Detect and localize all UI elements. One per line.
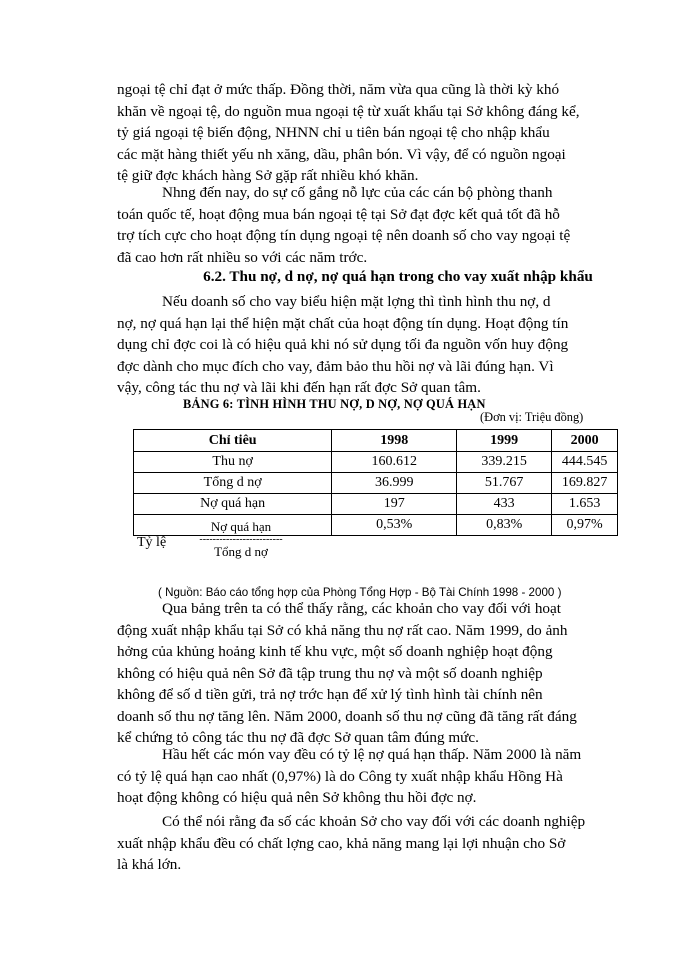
- text-line: Nhng đến nay, do sự cố gắng nỗ lực của các cán bộ phòng thanh: [162, 184, 553, 201]
- debt-table: [133, 429, 618, 559]
- text-line: động xuất nhập khẩu tại Sở có khả năng thu nợ rất cao. Năm 1999, do ảnh: [117, 621, 568, 639]
- row-label: Tổng d nợ: [134, 473, 332, 494]
- text-line: hoạt động không có hiệu quả nên Sở không thu hồi đợc nợ.: [117, 789, 477, 806]
- text-line: không có hiệu quả nên Sở đã tập trung thu nợ và một số doanh nghiệp: [117, 664, 543, 682]
- table-row: [134, 452, 618, 473]
- text-line: Hầu hết các món vay đều có tỷ lệ nợ quá hạn thấp. Năm 2000 là năm: [162, 746, 582, 763]
- header-cell: 1998: [332, 430, 457, 452]
- row-label: Nợ quá hạn: [134, 494, 332, 515]
- ratio-label-cell: [134, 515, 332, 559]
- table-row-ratio: [134, 515, 618, 536]
- text-line: có tỷ lệ quá hạn cao nhất (0,97%) là do Công ty xuất nhập khẩu Hồng Hà: [117, 767, 563, 785]
- text-line: Qua bảng trên ta có thể thấy rằng, các khoản cho vay đối với hoạt: [162, 600, 561, 617]
- header-cell: Chỉ tiêu: [134, 430, 332, 452]
- table-cell: 339.215: [457, 452, 552, 473]
- paragraph-5: [117, 744, 649, 809]
- table-cell: 433: [457, 494, 552, 515]
- text-line: không để số d tiền gửi, trả nợ trớc hạn để xử lý tình hình tài chính nên: [117, 686, 543, 703]
- fraction-bar: -------------------------: [199, 534, 283, 545]
- table-cell: 197: [332, 494, 457, 515]
- header-cell: 1999: [457, 430, 552, 452]
- text-line: kể chứng tỏ công tác thu nợ đã đợc Sở quan tâm đúng mức.: [117, 729, 479, 746]
- table-cell: 444.545: [552, 452, 618, 473]
- paragraph-4: [117, 598, 649, 749]
- text-line: trợ tích cực cho hoạt động tín dụng ngoại tệ nên doanh số cho vay ngoại tệ: [117, 227, 571, 244]
- paragraph-1: [117, 79, 649, 187]
- table-cell: 0,53%: [332, 515, 457, 536]
- ratio-fraction: [182, 519, 300, 560]
- text-line: doanh số thu nợ tăng lên. Năm 2000, doanh số thu nợ cũng đã tăng rất đáng: [117, 707, 577, 725]
- table-source: ( Nguồn: Báo cáo tổng hợp của Phòng Tổng Hợp - Bộ Tài Chính 1998 - 2000 ): [158, 586, 562, 599]
- table-cell: 1.653: [552, 494, 618, 515]
- header-cell: 2000: [552, 430, 618, 452]
- paragraph-6: [117, 811, 649, 876]
- text-line: tỷ giá ngoại tệ biến động, NHNN chỉ u tiên bán ngoại tệ cho nhập khẩu: [117, 124, 550, 141]
- text-line: xuất nhập khẩu đều có chất lợng cao, khả năng mang lại lợi nhuận cho Sở: [117, 834, 566, 852]
- fraction-denominator: Tổng d nợ: [214, 544, 268, 559]
- text-line: hởng của khủng hoảng kinh tế khu vực, một số doanh nghiệp hoạt động: [117, 643, 553, 660]
- table-cell: 51.767: [457, 473, 552, 494]
- table-cell: 0,83%: [457, 515, 552, 536]
- row-label: Thu nợ: [134, 452, 332, 473]
- text-line: nợ, nợ quá hạn lại thể hiện mặt chất của hoạt động tín dụng. Hoạt động tín: [117, 314, 569, 332]
- text-line: Nếu doanh số cho vay biểu hiện mặt lợng thì tình hình thu nợ, d: [162, 293, 551, 310]
- ratio-label: Tỷ lệ: [137, 535, 167, 550]
- table-unit: (Đơn vị: Triệu đồng): [480, 410, 584, 424]
- table-cell: 0,97%: [552, 515, 618, 536]
- text-line: đã cao hơn rất nhiều so với các năm trớc.: [117, 248, 368, 266]
- table-row: [134, 494, 618, 515]
- table-cell: 160.612: [332, 452, 457, 473]
- text-line: tệ giữ đợc khách hàng Sở gặp rất nhiều khó khăn.: [117, 167, 419, 184]
- text-line: vậy, công tác thu nợ và lãi khi đến hạn rất đợc Sở quan tâm.: [117, 379, 481, 396]
- section-heading: [0, 267, 700, 287]
- section-heading-text: 6.2. Thu nợ, d nợ, nợ quá hạn trong cho vay xuất nhập khẩu: [203, 268, 593, 285]
- table-cell: 36.999: [332, 473, 457, 494]
- table-title: BẢNG 6: TÌNH HÌNH THU NỢ, D NỢ, NỢ QUÁ HẠN: [183, 397, 486, 411]
- text-line: dụng chỉ đợc coi là có hiệu quả khi nó sử dụng tối đa nguồn vốn huy động: [117, 336, 569, 353]
- text-line: Có thể nói rằng đa số các khoản Sở cho vay đối với các doanh nghiệp: [162, 813, 586, 830]
- text-line: đợc dành cho mục đích cho vay, đảm bảo thu hồi nợ và lãi đúng hạn. Vì: [117, 357, 554, 375]
- fraction-numerator: Nợ quá hạn: [210, 519, 272, 534]
- table-header-row: [134, 430, 618, 452]
- table-cell: 169.827: [552, 473, 618, 494]
- text-line: toán quốc tế, hoạt động mua bán ngoại tệ tại Sở đạt đợc kết quả tốt đã hỗ: [117, 205, 560, 223]
- table-row: [134, 473, 618, 494]
- text-line: khăn về ngoại tệ, do nguồn mua ngoại tệ từ xuất khẩu tại Sở không đáng kể,: [117, 102, 580, 120]
- text-line: các mặt hàng thiết yếu nh xăng, dầu, phân bón. Vì vậy, để có nguồn ngoại: [117, 145, 566, 163]
- text-line: ngoại tệ chỉ đạt ở mức thấp. Đồng thời, năm vừa qua cũng là thời kỳ khó: [117, 81, 560, 98]
- paragraph-2: [117, 182, 649, 268]
- text-line: là khá lớn.: [117, 856, 182, 873]
- paragraph-3: [117, 291, 649, 399]
